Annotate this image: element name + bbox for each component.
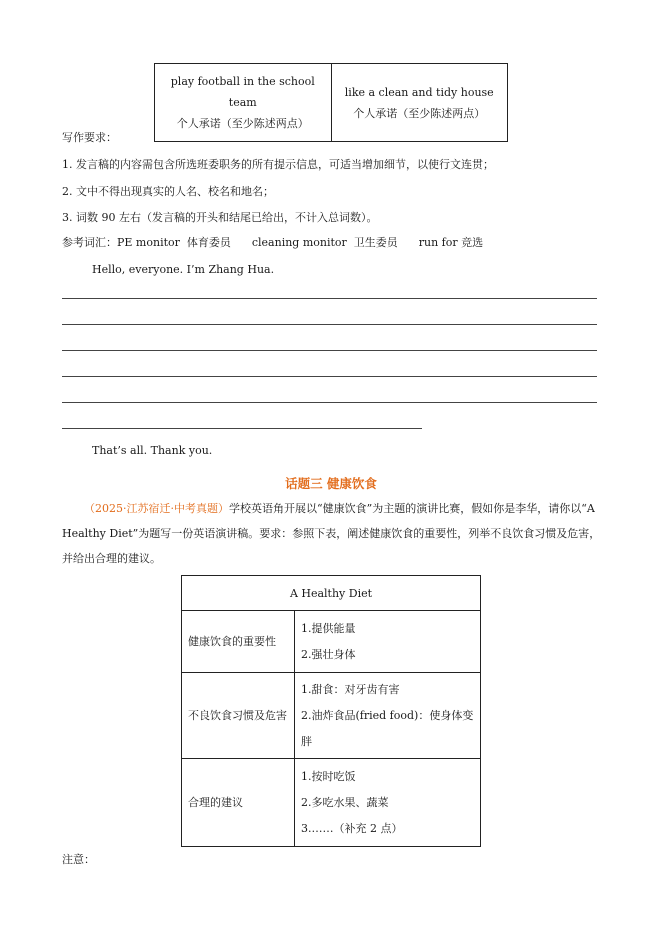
diet-item: 2.多吃水果、蔬菜 (301, 795, 389, 809)
cell-line: 个人承诺（至少陈述两点） (176, 117, 309, 130)
diet-item: 1.提供能量 (301, 621, 356, 635)
source-tag: （2025·江苏宿迁·中考真题） (84, 502, 229, 515)
diet-row-label: 健康饮食的重要性 (182, 611, 295, 673)
note-label: 注意： (62, 853, 95, 866)
diet-item: 1.按时吃饭 (301, 769, 356, 783)
cell-line: play football in the school team (170, 75, 315, 109)
answer-line (62, 298, 597, 299)
answer-line (62, 402, 597, 403)
requirement-2: 2. 文中不得出现真实的人名、校名和地名； (62, 185, 274, 198)
diet-row-label: 合理的建议 (182, 759, 295, 847)
top-table-cell (331, 64, 508, 142)
diet-row-items (295, 759, 481, 847)
diet-item: 1.甜食：对牙齿有害 (301, 682, 400, 696)
topic-prompt (62, 496, 604, 571)
diet-table-header: A Healthy Diet (182, 576, 481, 611)
topic-title: 话题三 健康饮食 (285, 476, 377, 491)
reference-vocab: 参考词汇：PE monitor 体育委员 cleaning monitor 卫生委员 run for 竞选 (62, 236, 484, 249)
prompt-text: 学校英语角开展以“健康饮食”为主题的演讲比赛，假如你是李华，请你以“A Healthy Diet”为题写一份英语演讲稿。要求：参照下表，阐述健康饮食的重要性，列举不良饮食习惯及危害，并给出合理的建议。 (62, 502, 601, 565)
answer-line (62, 350, 597, 351)
requirement-3: 3. 词数 90 左右（发言稿的开头和结尾已给出，不计入总词数）。 (62, 211, 378, 224)
answer-line (62, 428, 422, 429)
diet-item: 2.油炸食品(fried food)：使身体变胖 (301, 708, 474, 748)
cell-line: 个人承诺（至少陈述两点） (353, 106, 486, 120)
answer-line (62, 324, 597, 325)
speech-closing: That’s all. Thank you. (92, 444, 213, 457)
writing-heading: 写作要求： (62, 131, 117, 144)
top-table (154, 63, 508, 142)
diet-item: 3.……（补充 2 点） (301, 821, 403, 835)
diet-table (181, 575, 481, 847)
answer-line (62, 376, 597, 377)
speech-opening: Hello, everyone. I’m Zhang Hua. (92, 263, 275, 276)
cell-line: like a clean and tidy house (344, 85, 494, 99)
diet-row-label: 不良饮食习惯及危害 (182, 673, 295, 759)
diet-item: 2.强壮身体 (301, 647, 356, 661)
diet-row-items (295, 611, 481, 673)
top-table-cell (155, 64, 332, 142)
diet-row-items (295, 673, 481, 759)
requirement-1: 1. 发言稿的内容需包含所选班委职务的所有提示信息，可适当增加细节，以使行文连贯； (62, 158, 494, 171)
